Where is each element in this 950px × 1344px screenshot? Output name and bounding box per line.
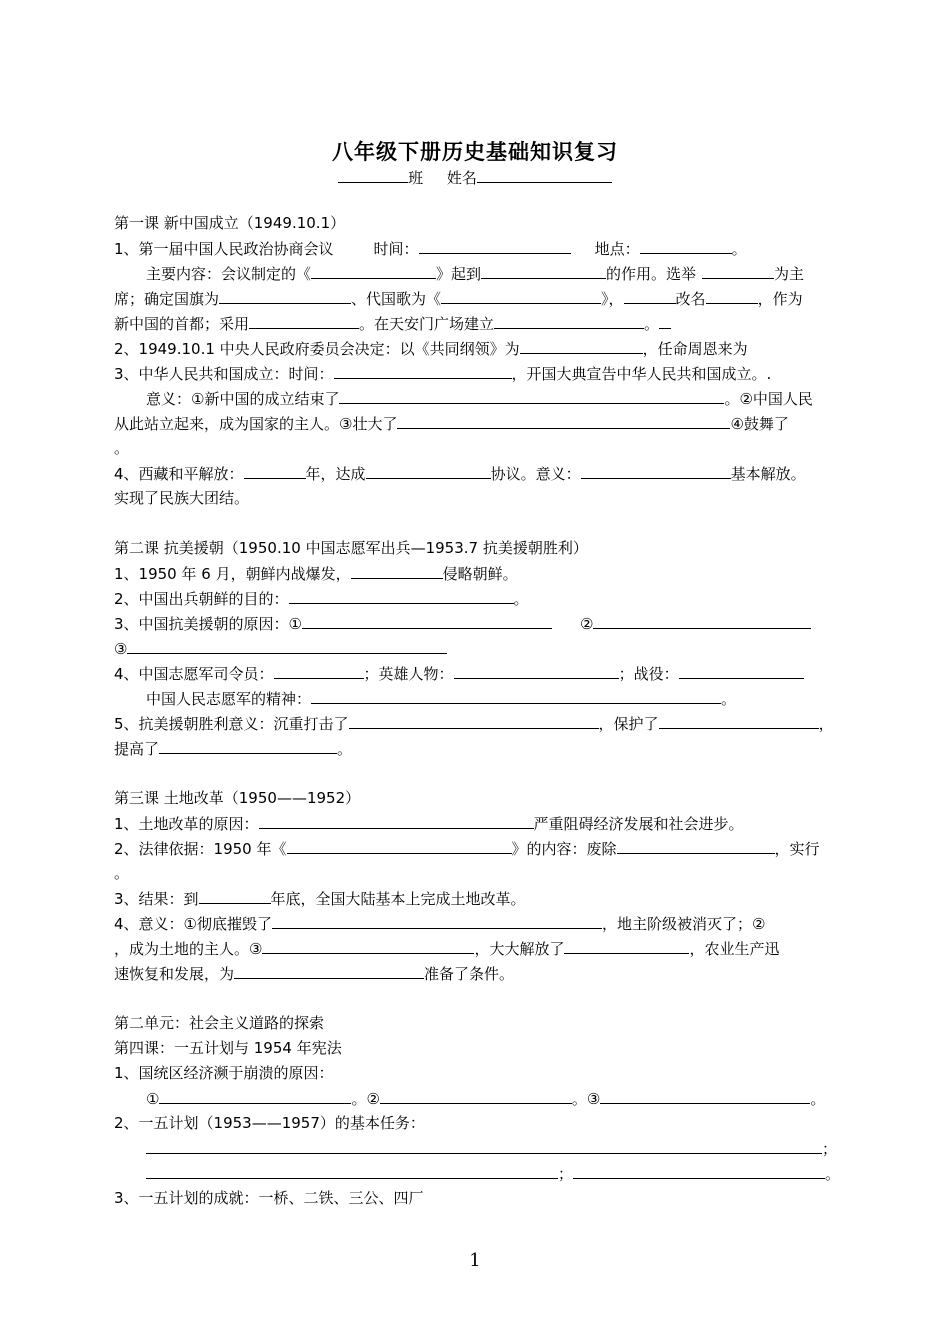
lesson-1-item-4-cont: 实现了民族大团结。	[114, 489, 250, 507]
fill-blank[interactable]	[679, 663, 804, 679]
lesson-3-item-2-cont: 。	[114, 864, 130, 882]
document-title: 八年级下册历史基础知识复习	[332, 140, 618, 164]
fill-blank[interactable]	[159, 738, 337, 754]
fill-blank[interactable]	[234, 963, 424, 979]
lesson-2-item-5-cont: 提高了 。	[114, 740, 353, 758]
lesson-1-significance: 意义：①新中国的成立结束了 。②中国人民	[146, 390, 813, 408]
lesson-2-item-5: 5、抗美援朝胜利意义：沉重打击了 ，保护了 ，	[114, 715, 834, 733]
fill-blank[interactable]	[366, 463, 491, 479]
lesson-3-item-2: 2、法律依据：1950 年《 》的内容：废除 ，实行	[114, 840, 820, 858]
lesson-1-item-1: 1、第一届中国人民政治协商会议 时间： 地点： 。	[114, 240, 747, 258]
fill-blank[interactable]	[259, 813, 534, 829]
class-label: 班	[408, 169, 424, 187]
lesson-3-item-4-cont: ，成为土地的主人。③ ，大大解放了 ，农业生产迅	[114, 940, 780, 958]
fill-blank[interactable]	[289, 588, 514, 604]
name-blank[interactable]	[477, 167, 612, 183]
lesson-4-item-1: 1、国统区经济濒于崩溃的原因：	[114, 1064, 334, 1082]
lesson-2-item-3-cont: ③	[114, 638, 844, 659]
fill-blank[interactable]	[127, 638, 447, 654]
lesson-3-item-3: 3、结果：到 年底，全国大陆基本上完成土地改革。	[114, 890, 526, 908]
fill-blank[interactable]	[419, 238, 571, 254]
lesson-1-item-2: 2、1949.10.1 中央人民政府委员会决定：以《共同纲领》为 ，任命周恩来为	[114, 340, 748, 358]
fill-blank[interactable]	[659, 713, 819, 729]
fill-blank[interactable]	[159, 1088, 351, 1104]
fill-blank[interactable]	[702, 263, 774, 279]
fill-blank[interactable]	[397, 413, 730, 429]
fill-blank[interactable]	[272, 913, 602, 929]
fill-blank[interactable]	[302, 613, 552, 629]
lesson-2-heading: 第二课 抗美援朝（1950.10 中国志愿军出兵—1953.7 抗美援朝胜利）	[114, 539, 588, 557]
fill-blank[interactable]	[659, 313, 671, 329]
lesson-1-heading: 第一课 新中国成立（1949.10.1）	[114, 214, 346, 232]
fill-blank[interactable]	[219, 288, 351, 304]
lesson-4-item-2: 2、一五计划（1953——1957）的基本任务：	[114, 1114, 425, 1132]
fill-blank[interactable]	[380, 1088, 572, 1104]
lesson-3-item-4: 4、意义：①彻底摧毁了 ，地主阶级被消灭了；②	[114, 915, 766, 933]
fill-blank[interactable]	[146, 1163, 558, 1179]
fill-blank[interactable]	[441, 288, 601, 304]
lesson-2-item-1: 1、1950 年 6 月，朝鲜内战爆发， 侵略朝鲜。	[114, 565, 518, 583]
fill-blank[interactable]	[706, 288, 758, 304]
fill-blank[interactable]	[481, 263, 606, 279]
lesson-4-item-3: 3、一五计划的成就：一桥、二铁、三公、四厂	[114, 1189, 424, 1207]
lesson-1-item-4: 4、西藏和平解放： 年，达成 协议。意义： 基本解放。	[114, 465, 806, 483]
lesson-3-item-1: 1、土地改革的原因： 严重阻碍经济发展和社会进步。	[114, 815, 744, 833]
lesson-1-content-2: 席；确定国旗为 、代国歌为《 》， 改名 ，作为	[114, 290, 803, 308]
fill-blank[interactable]	[564, 938, 689, 954]
lesson-1-significance-3: 。	[114, 439, 130, 457]
lesson-4-item-2-answers-2: ； 。	[146, 1163, 876, 1184]
fill-blank[interactable]	[600, 1088, 810, 1104]
fill-blank[interactable]	[287, 838, 512, 854]
lesson-4-heading: 第四课：一五计划与 1954 年宪法	[114, 1039, 342, 1057]
lesson-2-item-3: 3、中国抗美援朝的原因：① ②	[114, 613, 844, 634]
fill-blank[interactable]	[334, 363, 512, 379]
fill-blank[interactable]	[339, 388, 724, 404]
page-number: 1	[469, 1250, 481, 1271]
class-name-line	[0, 167, 950, 188]
fill-blank[interactable]	[146, 1138, 822, 1154]
lesson-1-significance-2: 从此站立起来，成为国家的主人。③壮大了 ④鼓舞了	[114, 415, 789, 433]
fill-blank[interactable]	[573, 1163, 825, 1179]
lesson-2-spirit: 中国人民志愿军的精神： 。	[146, 690, 737, 708]
fill-blank[interactable]	[617, 838, 775, 854]
unit-2-heading: 第二单元：社会主义道路的探索	[114, 1014, 325, 1032]
fill-blank[interactable]	[581, 463, 731, 479]
fill-blank[interactable]	[311, 263, 436, 279]
fill-blank[interactable]	[274, 663, 364, 679]
lesson-2-item-4: 4、中国志愿军司令员： ；英雄人物： ；战役：	[114, 663, 844, 684]
lesson-4-item-1-answers: ① 。② 。③ 。	[146, 1090, 826, 1108]
fill-blank[interactable]	[249, 313, 359, 329]
fill-blank[interactable]	[244, 463, 306, 479]
lesson-2-item-2: 2、中国出兵朝鲜的目的： 。	[114, 590, 529, 608]
lesson-1-content: 主要内容：会议制定的《 》起到 的作用。选举 为主	[146, 265, 805, 283]
fill-blank[interactable]	[454, 663, 619, 679]
fill-blank[interactable]	[199, 888, 271, 904]
fill-blank[interactable]	[349, 713, 599, 729]
lesson-1-item-3: 3、中华人民共和国成立：时间： ，开国大典宣告中华人民共和国成立。.	[114, 365, 772, 383]
lesson-3-item-4-cont-2: 速恢复和发展，为 准备了条件。	[114, 965, 515, 983]
fill-blank[interactable]	[624, 288, 676, 304]
fill-blank[interactable]	[640, 238, 732, 254]
lesson-3-heading: 第三课 土地改革（1950——1952）	[114, 789, 361, 807]
lesson-4-item-2-answers: ；	[146, 1138, 876, 1159]
fill-blank[interactable]	[593, 613, 811, 629]
fill-blank[interactable]	[351, 563, 443, 579]
fill-blank[interactable]	[311, 688, 721, 704]
class-blank[interactable]	[338, 167, 408, 183]
name-label: 姓名	[446, 169, 477, 187]
fill-blank[interactable]	[494, 313, 644, 329]
fill-blank[interactable]	[262, 938, 474, 954]
fill-blank[interactable]	[520, 338, 643, 354]
lesson-1-content-3: 新中国的首都；采用 。在天安门广场建立 。	[114, 313, 844, 334]
